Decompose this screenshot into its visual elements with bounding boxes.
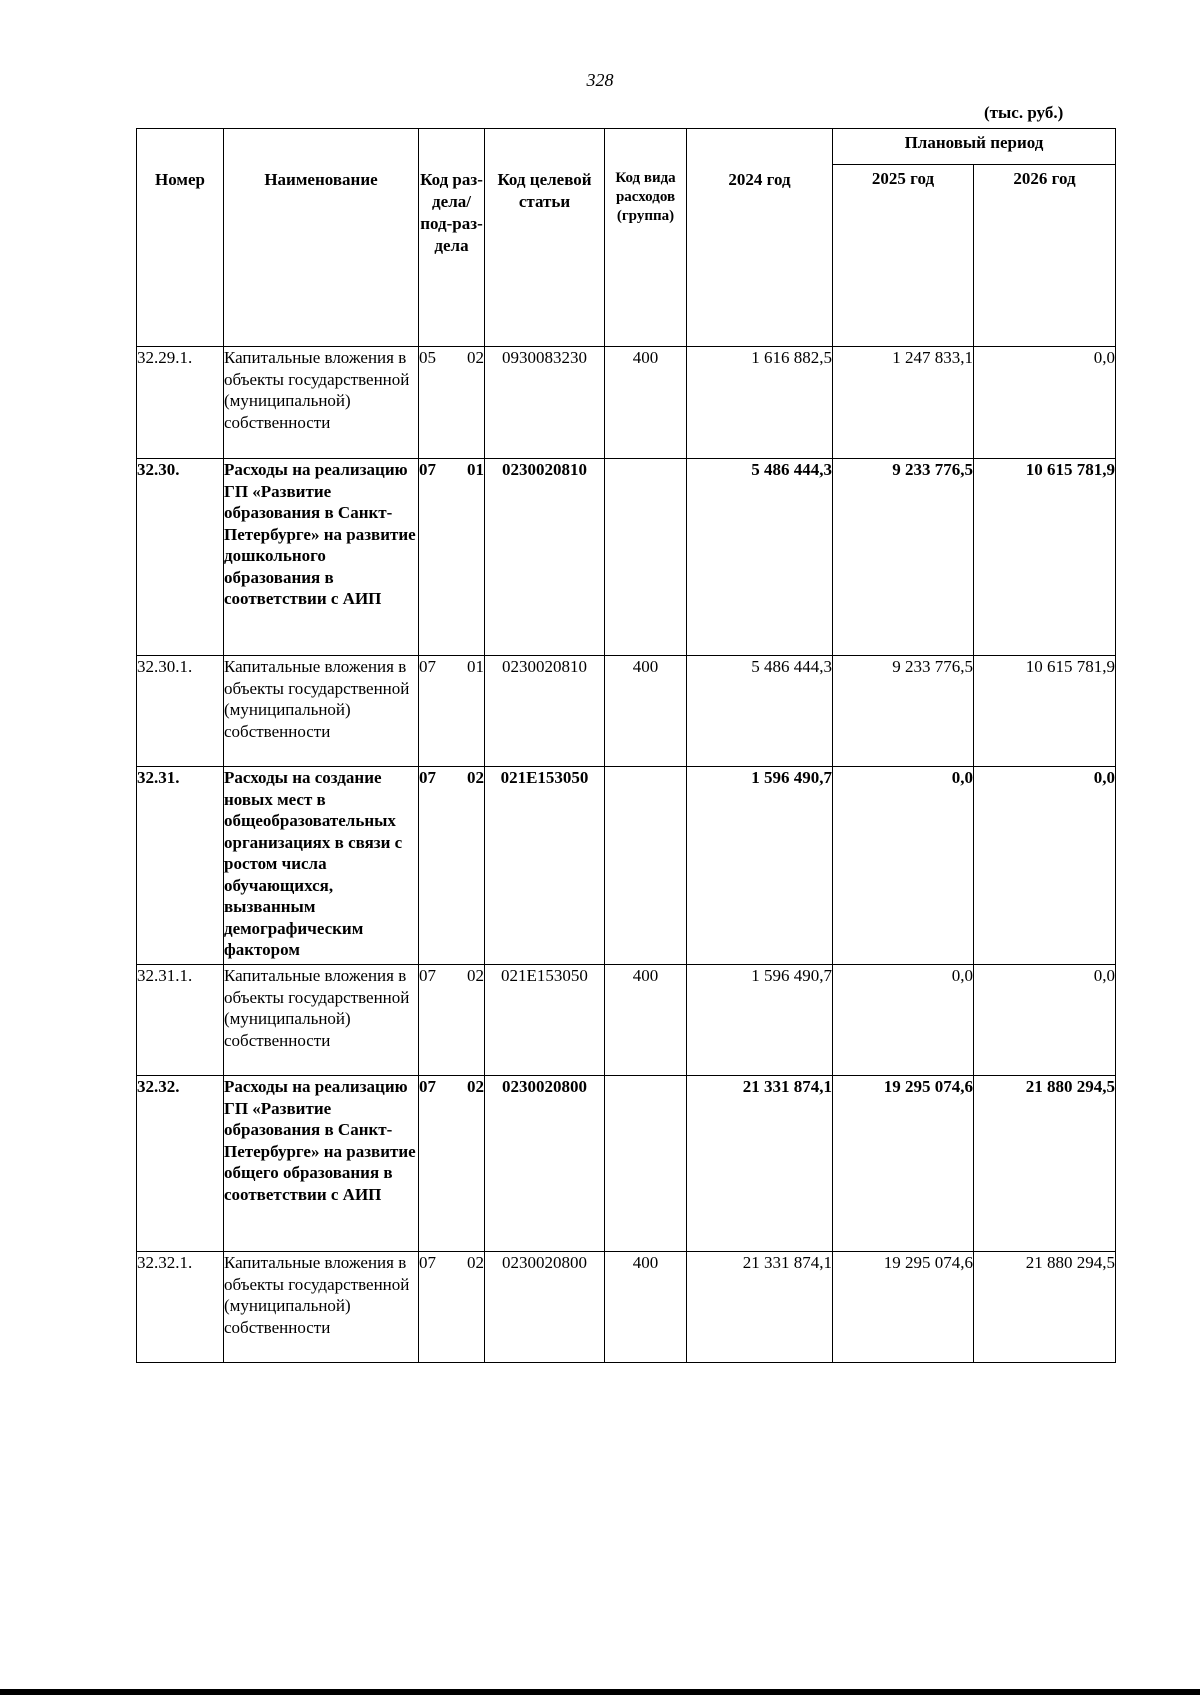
header-row xyxy=(137,129,1116,165)
row-number: 32.32.1. xyxy=(137,1252,224,1363)
row-amount-2026: 21 880 294,5 xyxy=(974,1252,1116,1363)
row-amount-2026: 10 615 781,9 xyxy=(974,459,1116,656)
units-label: (тыс. руб.) xyxy=(984,103,1064,122)
row-number: 32.30. xyxy=(137,459,224,656)
table-row xyxy=(137,1252,1116,1363)
subsection-code: 02 xyxy=(467,348,484,367)
row-number: 32.30.1. xyxy=(137,656,224,767)
header-planned-period: Плановый период xyxy=(833,129,1116,165)
row-name: Капитальные вложения в объекты государственной (муниципальной) собственности xyxy=(224,347,419,459)
row-target-code: 0930083230 xyxy=(485,347,605,459)
row-expense-group: 400 xyxy=(605,1252,687,1363)
row-number: 32.31.1. xyxy=(137,965,224,1076)
subsection-code: 01 xyxy=(467,460,484,479)
subsection-code: 02 xyxy=(467,1077,484,1096)
row-amount-2026: 0,0 xyxy=(974,347,1116,459)
row-name: Капитальные вложения в объекты государственной (муниципальной) собственности xyxy=(224,1252,419,1363)
row-target-code: 0230020810 xyxy=(485,459,605,656)
row-amount-2026: 0,0 xyxy=(974,767,1116,965)
row-amount-2024: 21 331 874,1 xyxy=(687,1076,833,1252)
row-expense-group: 400 xyxy=(605,965,687,1076)
row-amount-2025: 19 295 074,6 xyxy=(833,1252,974,1363)
row-amount-2025: 1 247 833,1 xyxy=(833,347,974,459)
row-amount-2025: 9 233 776,5 xyxy=(833,459,974,656)
row-section-code xyxy=(419,347,485,459)
row-number: 32.32. xyxy=(137,1076,224,1252)
row-amount-2026: 10 615 781,9 xyxy=(974,656,1116,767)
row-amount-2026: 0,0 xyxy=(974,965,1116,1076)
row-section-code xyxy=(419,656,485,767)
row-amount-2026: 21 880 294,5 xyxy=(974,1076,1116,1252)
row-amount-2025: 9 233 776,5 xyxy=(833,656,974,767)
row-target-code: 0230020810 xyxy=(485,656,605,767)
row-name: Капитальные вложения в объекты государственной (муниципальной) собственности xyxy=(224,965,419,1076)
row-expense-group xyxy=(605,767,687,965)
row-amount-2025: 0,0 xyxy=(833,767,974,965)
header-number: Номер xyxy=(137,129,224,347)
subsection-code: 01 xyxy=(467,657,484,676)
row-expense-group xyxy=(605,1076,687,1252)
section-code: 07 xyxy=(419,1253,436,1272)
row-amount-2024: 1 596 490,7 xyxy=(687,965,833,1076)
table-body xyxy=(137,347,1116,1363)
row-number: 32.29.1. xyxy=(137,347,224,459)
row-name: Расходы на создание новых мест в общеобразовательных организациях в связи с ростом числа обучающихся, вызванным демографическим фактором xyxy=(224,767,419,965)
row-expense-group: 400 xyxy=(605,347,687,459)
row-amount-2024: 21 331 874,1 xyxy=(687,1252,833,1363)
scan-edge xyxy=(0,1689,1200,1695)
row-name: Расходы на реализацию ГП «Развитие образования в Санкт-Петербурге» на развитие общего образования в соответствии с АИП xyxy=(224,1076,419,1252)
row-amount-2024: 1 616 882,5 xyxy=(687,347,833,459)
header-year-2025: 2025 год xyxy=(833,165,974,347)
header-year-2024: 2024 год xyxy=(687,129,833,347)
section-code: 07 xyxy=(419,966,436,985)
header-name: Наименование xyxy=(224,129,419,347)
header-year-2026: 2026 год xyxy=(974,165,1116,347)
row-section-code xyxy=(419,459,485,656)
table-row xyxy=(137,656,1116,767)
subsection-code: 02 xyxy=(467,1253,484,1272)
row-name: Капитальные вложения в объекты государственной (муниципальной) собственности xyxy=(224,656,419,767)
section-code: 05 xyxy=(419,348,436,367)
row-section-code xyxy=(419,965,485,1076)
row-section-code xyxy=(419,767,485,965)
table-row xyxy=(137,347,1116,459)
row-target-code: 021E153050 xyxy=(485,965,605,1076)
section-code: 07 xyxy=(419,768,436,787)
page-number: 328 xyxy=(586,70,614,90)
row-expense-group xyxy=(605,459,687,656)
row-amount-2025: 19 295 074,6 xyxy=(833,1076,974,1252)
table-row xyxy=(137,459,1116,656)
header-expense-type: Код вида расходов (группа) xyxy=(605,129,687,347)
section-code: 07 xyxy=(419,460,436,479)
budget-table xyxy=(136,128,1116,1363)
row-section-code xyxy=(419,1076,485,1252)
row-target-code: 0230020800 xyxy=(485,1076,605,1252)
row-expense-group: 400 xyxy=(605,656,687,767)
row-amount-2024: 5 486 444,3 xyxy=(687,656,833,767)
section-code: 07 xyxy=(419,1077,436,1096)
row-amount-2024: 1 596 490,7 xyxy=(687,767,833,965)
section-code: 07 xyxy=(419,657,436,676)
row-amount-2025: 0,0 xyxy=(833,965,974,1076)
table-row xyxy=(137,965,1116,1076)
row-target-code: 0230020800 xyxy=(485,1252,605,1363)
row-target-code: 021E153050 xyxy=(485,767,605,965)
table-row xyxy=(137,767,1116,965)
row-number: 32.31. xyxy=(137,767,224,965)
subsection-code: 02 xyxy=(467,768,484,787)
row-name: Расходы на реализацию ГП «Развитие образования в Санкт-Петербурге» на развитие дошкольного образования в соответствии с АИП xyxy=(224,459,419,656)
header-target: Код целевой статьи xyxy=(485,129,605,347)
row-section-code xyxy=(419,1252,485,1363)
header-section: Код раз-дела/ под-раз-дела xyxy=(419,129,485,347)
row-amount-2024: 5 486 444,3 xyxy=(687,459,833,656)
subsection-code: 02 xyxy=(467,966,484,985)
table-row xyxy=(137,1076,1116,1252)
